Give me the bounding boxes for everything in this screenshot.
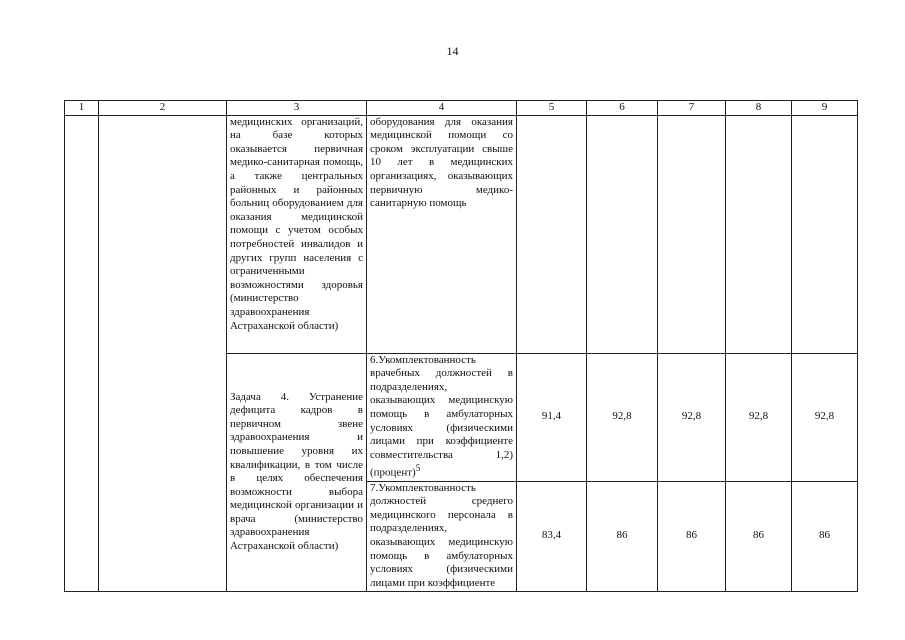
indicator-6-value: 92,8 xyxy=(792,353,858,481)
header-cell: 4 xyxy=(367,101,517,116)
value-cell xyxy=(792,115,858,353)
task-4-cell: Задача 4. Устранение дефицита кадров в первичном звене здравоохранения и повышение уровня их квалификации, в том числе в целях обеспечения возможности выбора медицинской организации и врача (министерство здравоохранения Астраханской области) xyxy=(227,353,367,591)
col1-cell xyxy=(65,115,99,591)
indicator-6-value: 91,4 xyxy=(517,353,587,481)
indicator-6-text: 6.Укомплектованность врачебных должностей в подразделениях, оказывающих медицинскую помощь в амбулаторных условиях (физическими лицами при коэффициенте совместительства 1,2) (процент) xyxy=(370,353,513,479)
header-cell: 3 xyxy=(227,101,367,116)
header-cell: 8 xyxy=(726,101,792,116)
value-cell xyxy=(517,115,587,353)
col2-cell xyxy=(99,115,227,591)
indicator-6-cell xyxy=(367,353,517,481)
header-cell: 1 xyxy=(65,101,99,116)
value-cell xyxy=(587,115,658,353)
header-cell: 5 xyxy=(517,101,587,116)
indicator-6-value: 92,8 xyxy=(658,353,726,481)
header-cell: 6 xyxy=(587,101,658,116)
header-row xyxy=(65,101,858,116)
value-cell xyxy=(726,115,792,353)
table-row xyxy=(65,115,858,353)
indicator-text-cell: оборудования для оказания медицинской помощи со сроком эксплуатации свыше 10 лет в медицинских организациях, оказывающих первичную медико-санитарную помощь xyxy=(367,115,517,353)
indicator-7-value: 86 xyxy=(726,481,792,591)
header-cell: 7 xyxy=(658,101,726,116)
indicators-table xyxy=(64,100,858,592)
indicator-6-value: 92,8 xyxy=(726,353,792,481)
page-number: 14 xyxy=(446,44,459,58)
indicator-7-cell xyxy=(367,481,517,591)
measure-text-cell: медицинских организаций, на базе которых оказывается первичная медико-санитарная помощь, а также центральных районных и районных больниц оборудованием для оказания медицинской помощи с учетом особых потребностей инвалидов и других групп населения с ограниченными возможностями здоровья (министерство здравоохранения Астраханской области) xyxy=(227,115,367,353)
indicator-7-value: 86 xyxy=(587,481,658,591)
indicator-7-value: 83,4 xyxy=(517,481,587,591)
indicator-6-value: 92,8 xyxy=(587,353,658,481)
indicator-7-value: 86 xyxy=(658,481,726,591)
header-cell: 9 xyxy=(792,101,858,116)
value-cell xyxy=(658,115,726,353)
indicator-7-text: 7.Укомплектованность должностей среднего медицинского персонала в подразделениях, оказывающих медицинскую помощь в амбулаторных условиях (физическими лицами при коэффициенте xyxy=(370,481,513,589)
footnote-mark: 5 xyxy=(415,463,421,474)
indicator-7-value: 86 xyxy=(792,481,858,591)
header-cell: 2 xyxy=(99,101,227,116)
